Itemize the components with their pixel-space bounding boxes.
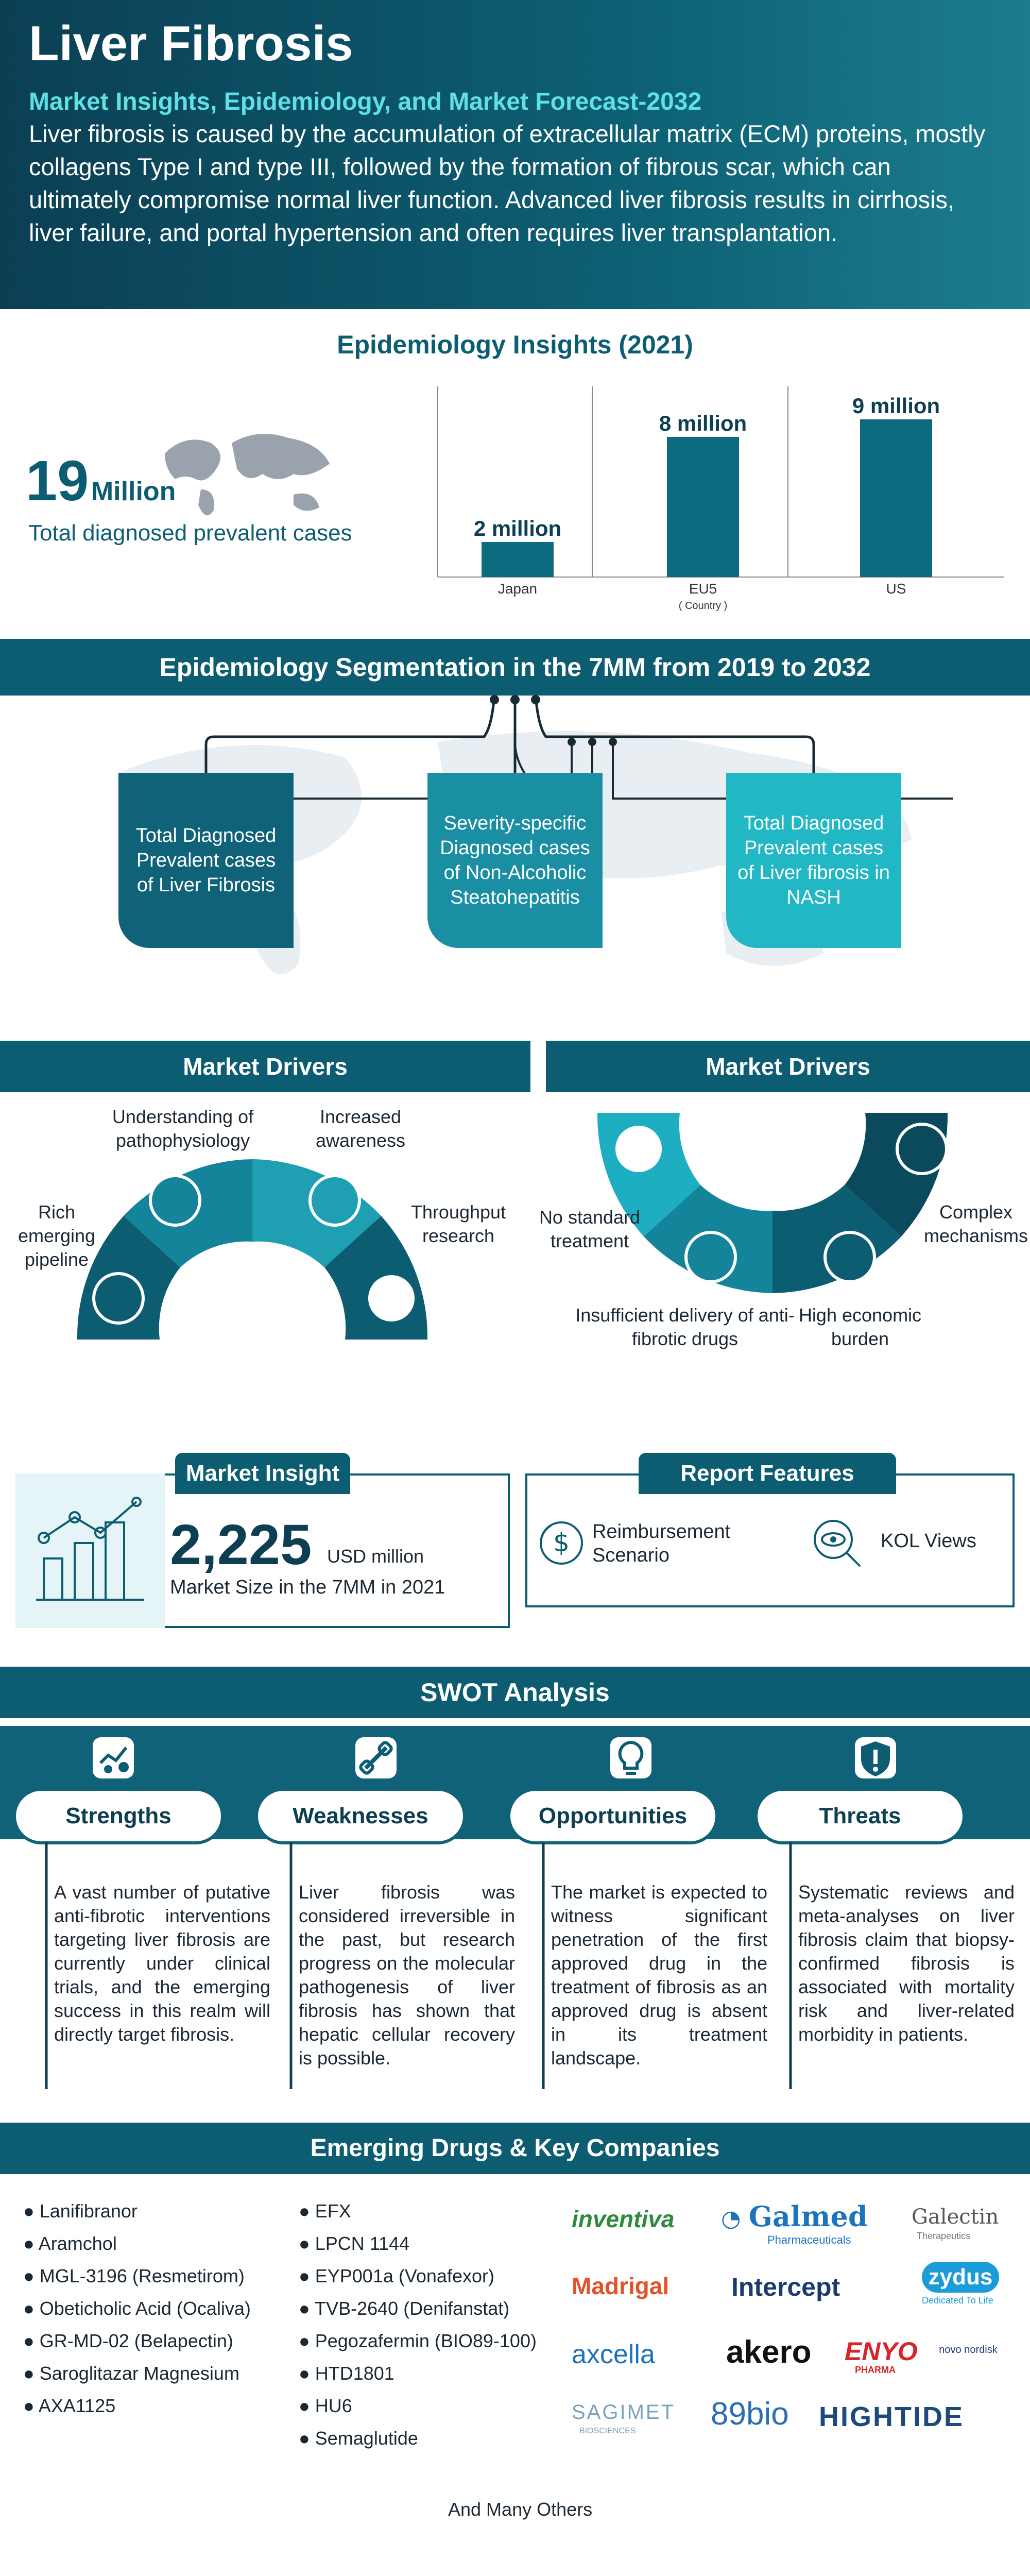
bullet-icon: ●	[299, 2395, 315, 2416]
barriers-arc	[582, 1092, 973, 1309]
logo-galectin: Galectin	[912, 2205, 999, 2229]
drivers-title: Market Drivers	[0, 1041, 530, 1092]
logo-zydus-sub: Dedicated To Life	[922, 2295, 993, 2306]
segmentation-title: Epidemiology Segmentation in the 7MM from 2019 to 2032	[0, 639, 1030, 696]
bar-growth-icon	[33, 1497, 147, 1605]
drugs-footer: And Many Others	[448, 2499, 593, 2520]
features-title: Report Features	[639, 1453, 896, 1494]
bullet-icon: ●	[299, 2200, 315, 2222]
drug-item-col1-0: ● Lanifibranor	[23, 2200, 138, 2222]
logo-galectin-sub: Therapeutics	[917, 2231, 971, 2241]
drugs-title: Emerging Drugs & Key Companies	[0, 2123, 1030, 2174]
bar-japan	[482, 542, 554, 577]
bullet-icon: ●	[23, 2395, 39, 2416]
tick-label-us: US	[886, 581, 906, 597]
bullet-icon: ●	[23, 2233, 39, 2254]
bar-eu5	[667, 437, 739, 577]
logo-inventiva: inventiva	[572, 2206, 675, 2232]
drug-item-col2-3: ● TVB-2640 (Denifanstat)	[299, 2298, 510, 2319]
drug-item-col2-5: ● HTD1801	[299, 2363, 394, 2384]
swot-threats-text: Systematic reviews and meta-analyses on liver fibrosis claim that biopsy-confirmed fibrosis is associated with mortality risk and liver-related morbidity in patients.	[798, 1882, 1015, 2045]
swot-strengths-text: A vast number of putative anti-fibrotic interventions targeting liver fibrosis are currently under clinical trials, and the emerging success in this realm will directly target fibrosis.	[54, 1882, 270, 2045]
swot-title: SWOT Analysis	[0, 1667, 1030, 1718]
data-label-eu5: 8 million	[659, 411, 747, 435]
bar-us	[860, 419, 932, 577]
drug-list-col1	[23, 2195, 251, 2422]
tick-label-japan: Japan	[497, 581, 538, 597]
galmed-name: Galmed	[748, 2200, 868, 2233]
logo-hightide: HIGHTIDE	[819, 2401, 965, 2432]
drug-item-col1-6: ● AXA1125	[23, 2395, 116, 2416]
logo-sagimet: SAGIMET	[572, 2401, 676, 2424]
barrier-label-1: No standard treatment	[539, 1207, 641, 1251]
drivers-section	[0, 1036, 1030, 1365]
bullet-icon: ●	[299, 2265, 315, 2286]
opportunities-icon	[605, 1732, 657, 1784]
swot-weaknesses-label: Weaknesses	[255, 1788, 466, 1844]
kol-views-icon	[809, 1515, 865, 1571]
drug-item-col2-4: ● Pegozafermin (BIO89-100)	[299, 2330, 537, 2351]
drug-item-col1-2: ● MGL-3196 (Resmetirom)	[23, 2265, 245, 2286]
driver-label-4: Throughput research	[410, 1201, 506, 1246]
logo-intercept: Intercept	[731, 2273, 840, 2301]
logo-madrigal: Madrigal	[572, 2273, 670, 2299]
bullet-icon: ●	[299, 2298, 315, 2319]
drugs-section	[0, 2123, 1030, 2550]
eu5-note: ( Country )	[678, 600, 728, 612]
logo-zydus: zydus	[922, 2262, 999, 2293]
driver-label-1: Rich emerging pipeline	[18, 1201, 96, 1270]
logo-galmed-sub: Pharmaceuticals	[767, 2233, 851, 2246]
logo-enyo-sub: PHARMA	[855, 2365, 896, 2375]
page-subtitle: Market Insights, Epidemiology, and Market Forecast-2032	[29, 88, 702, 115]
world-map-icon	[154, 422, 340, 526]
bullet-icon: ●	[299, 2363, 315, 2384]
drug-item-col2-7: ● Semaglutide	[299, 2428, 418, 2449]
galmed-icon: ◔	[721, 2206, 749, 2232]
epidemiology-section	[0, 309, 1030, 629]
threats-icon	[850, 1732, 901, 1784]
bullet-icon: ●	[23, 2298, 40, 2319]
logo-sagimet-sub: BIOSCIENCES	[579, 2427, 636, 2435]
drug-item-col1-4: ● GR-MD-02 (Belapectin)	[23, 2330, 233, 2351]
total-cases-caption: Total diagnosed prevalent cases	[28, 520, 352, 546]
drug-item-col1-3: ● Obeticholic Acid (Ocaliva)	[23, 2298, 251, 2319]
drug-list-col2	[299, 2195, 537, 2454]
drivers-arc	[62, 1123, 453, 1355]
swot-weaknesses-text: Liver fibrosis was considered irreversible in the past, but research progress on the molecular pathogenesis of liver fibrosis has shown that hepatic cellular recovery is possible.	[299, 1882, 515, 2069]
driver-label-2: Understanding of pathophysiology	[112, 1106, 254, 1151]
page-description: Liver fibrosis is caused by the accumulation of extracellular matrix (ECM) proteins, mostly collagens Type I and type III, followed by the formation of fibrous scar, which can ultimately compromise normal liver function. Advanced liver fibrosis results in cirrhosis, liver failure, and portal hypertension and often requires liver transplantation.	[29, 120, 986, 246]
bullet-icon: ●	[299, 2233, 315, 2254]
drug-item-col1-5: ● Saroglitazar Magnesium	[23, 2363, 239, 2384]
bullet-icon: ●	[23, 2363, 40, 2384]
swot-opportunities-text: The market is expected to witness significant penetration of the first approved drug in the treatment of fibrosis as an approved drug is absent in its treatment landscape.	[551, 1882, 767, 2069]
bullet-icon: ●	[23, 2265, 40, 2286]
feature-kol-views: KOL Views	[881, 1530, 976, 1552]
logo-axcella: axcella	[572, 2340, 655, 2369]
segment-box-2: Severity-specific Diagnosed cases of Non-Alcoholic Steatohepatitis	[427, 773, 603, 948]
data-label-us: 9 million	[852, 394, 940, 418]
drug-item-col2-2: ● EYP001a (Vonafexor)	[299, 2265, 494, 2286]
logo-akero: akero	[726, 2334, 812, 2370]
page-title: Liver Fibrosis	[29, 16, 353, 71]
swot-strengths-label: Strengths	[13, 1788, 224, 1844]
barrier-label-2: Insufficient delivery of anti-fibrotic drugs	[575, 1304, 795, 1349]
header-banner	[0, 0, 1030, 309]
bullet-icon: ●	[299, 2330, 315, 2351]
bullet-icon: ●	[299, 2428, 315, 2449]
segment-box-3: Total Diagnosed Prevalent cases of Liver fibrosis in NASH	[726, 773, 901, 948]
logo-enyo: ENYO	[845, 2337, 918, 2366]
barriers-title: Market Drivers	[546, 1041, 1030, 1092]
swot-opportunities-label: Opportunities	[507, 1788, 718, 1844]
bullet-icon: ●	[23, 2200, 40, 2222]
logo-galmed	[721, 2200, 868, 2233]
market-size-value: 2,225	[170, 1513, 312, 1577]
segment-box-1: Total Diagnosed Prevalent cases of Liver Fibrosis	[118, 773, 294, 948]
driver-label-3: Increased awareness	[315, 1106, 406, 1151]
insight-section	[0, 1437, 1030, 1654]
barrier-label-4: Complex mechanisms	[923, 1201, 1028, 1246]
total-cases-number: 19	[26, 449, 89, 513]
tick-label-eu5: EU5	[689, 581, 717, 597]
epidemiology-bar-chart	[427, 386, 1004, 618]
drug-item-col2-1: ● LPCN 1144	[299, 2233, 410, 2254]
segmentation-section	[0, 639, 1030, 1030]
strengths-icon	[88, 1732, 139, 1784]
data-label-japan: 2 million	[473, 516, 562, 540]
logo-89bio: 89bio	[711, 2396, 789, 2432]
swot-threats-label: Threats	[754, 1788, 966, 1844]
svg-text:$: $	[553, 1528, 570, 1557]
feature-reimbursement: Reimbursement Scenario	[592, 1521, 731, 1566]
drug-item-col2-6: ● HU6	[299, 2395, 352, 2416]
drug-item-col2-0: ● EFX	[299, 2200, 351, 2222]
total-cases-unit: Million	[91, 477, 176, 506]
logo-novo-nordisk: novo nordisk	[939, 2344, 998, 2355]
drug-item-col1-1: ● Aramchol	[23, 2233, 117, 2254]
market-size-caption: Market Size in the 7MM in 2021	[170, 1577, 445, 1598]
total-cases-figure	[26, 448, 176, 514]
barrier-label-3: High economic burden	[798, 1304, 922, 1349]
epidemiology-title: Epidemiology Insights (2021)	[337, 330, 693, 359]
market-size-unit: USD million	[327, 1546, 424, 1567]
weaknesses-icon	[350, 1732, 402, 1784]
insight-title: Market Insight	[175, 1453, 350, 1494]
reimbursement-icon	[536, 1517, 587, 1569]
bullet-icon: ●	[23, 2330, 40, 2351]
